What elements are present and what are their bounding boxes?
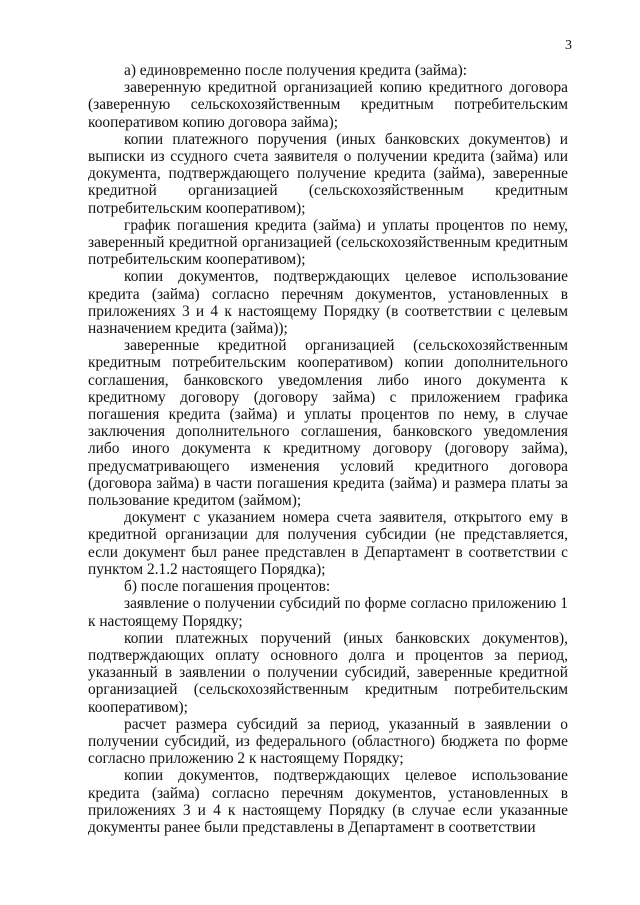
- paragraph: копии платежного поручения (иных банковских документов) и выписки из ссудного счета заявителя о получении кредита (займа) или документа, подтверждающего получение кредита (займа), заверенные кредитной организацией (сельскохозяйственным кредитным потребительским кооперативом);: [88, 130, 568, 217]
- page-number: 3: [565, 38, 572, 53]
- paragraph: копии документов, подтверждающих целевое использование кредита (займа) согласно перечням документов, установленных в приложениях 3 и 4 к настоящему Порядку (в соответствии с целевым назначением кредита (займа));: [88, 268, 568, 338]
- paragraph: расчет размера субсидий за период, указанный в заявлении о получении субсидий, из федерального (областного) бюджета по форме согласно приложению 2 к настоящему Порядку;: [88, 715, 568, 768]
- paragraph: заверенную кредитной организацией копию кредитного договора (заверенную сельскохозяйственным кредитным потребительским кооперативом копию договора займа);: [88, 79, 568, 131]
- paragraph: график погашения кредита (займа) и уплаты процентов по нему, заверенный кредитной организацией (сельскохозяйственным кредитным потребительским кооперативом);: [88, 216, 568, 269]
- paragraph-b-heading: б) после погашения процентов:: [124, 578, 331, 596]
- paragraph: документ с указанием номера счета заявителя, открытого ему в кредитной организации для получения субсидии (не представляется, если документ был ранее представлен в Департамент в соответствии с пунктом 2.1.2 настоящего Порядка);: [88, 509, 568, 578]
- paragraph-a-heading: а) единовременно после получения кредита (займа):: [124, 62, 467, 79]
- paragraph: копии документов, подтверждающих целевое использование кредита (займа) согласно перечням документов, установленных в приложениях 3 и 4 к настоящему Порядку (в случае если указанные документы ранее были представлены в Департамент в соответствии: [88, 767, 568, 836]
- body-text: [88, 62, 568, 836]
- paragraph: заверенные кредитной организацией (сельскохозяйственным кредитным потребительским кооперативом) копии дополнительного соглашения, банковского уведомления либо иного документа к кредитному договору (договору займа) с приложением графика погашения кредита (займа) и уплаты процентов по нему, в случае заключения дополнительного соглашения, банковского уведомления либо иного документа к кредитному договору (договору займа), предусматривающего изменения условий кредитного договора (договора займа) в части погашения кредита (займа) и размера платы за пользование кредитом (займом);: [88, 337, 568, 510]
- paragraph: заявление о получении субсидий по форме согласно приложению 1 к настоящему Порядку;: [88, 595, 568, 630]
- paragraph: копии платежных поручений (иных банковских документов), подтверждающих оплату основного долга и процентов за период, указанный в заявлении о получении субсидий, заверенные кредитной организацией (сельскохозяйственным кредитным потребительским кооперативом);: [88, 629, 568, 716]
